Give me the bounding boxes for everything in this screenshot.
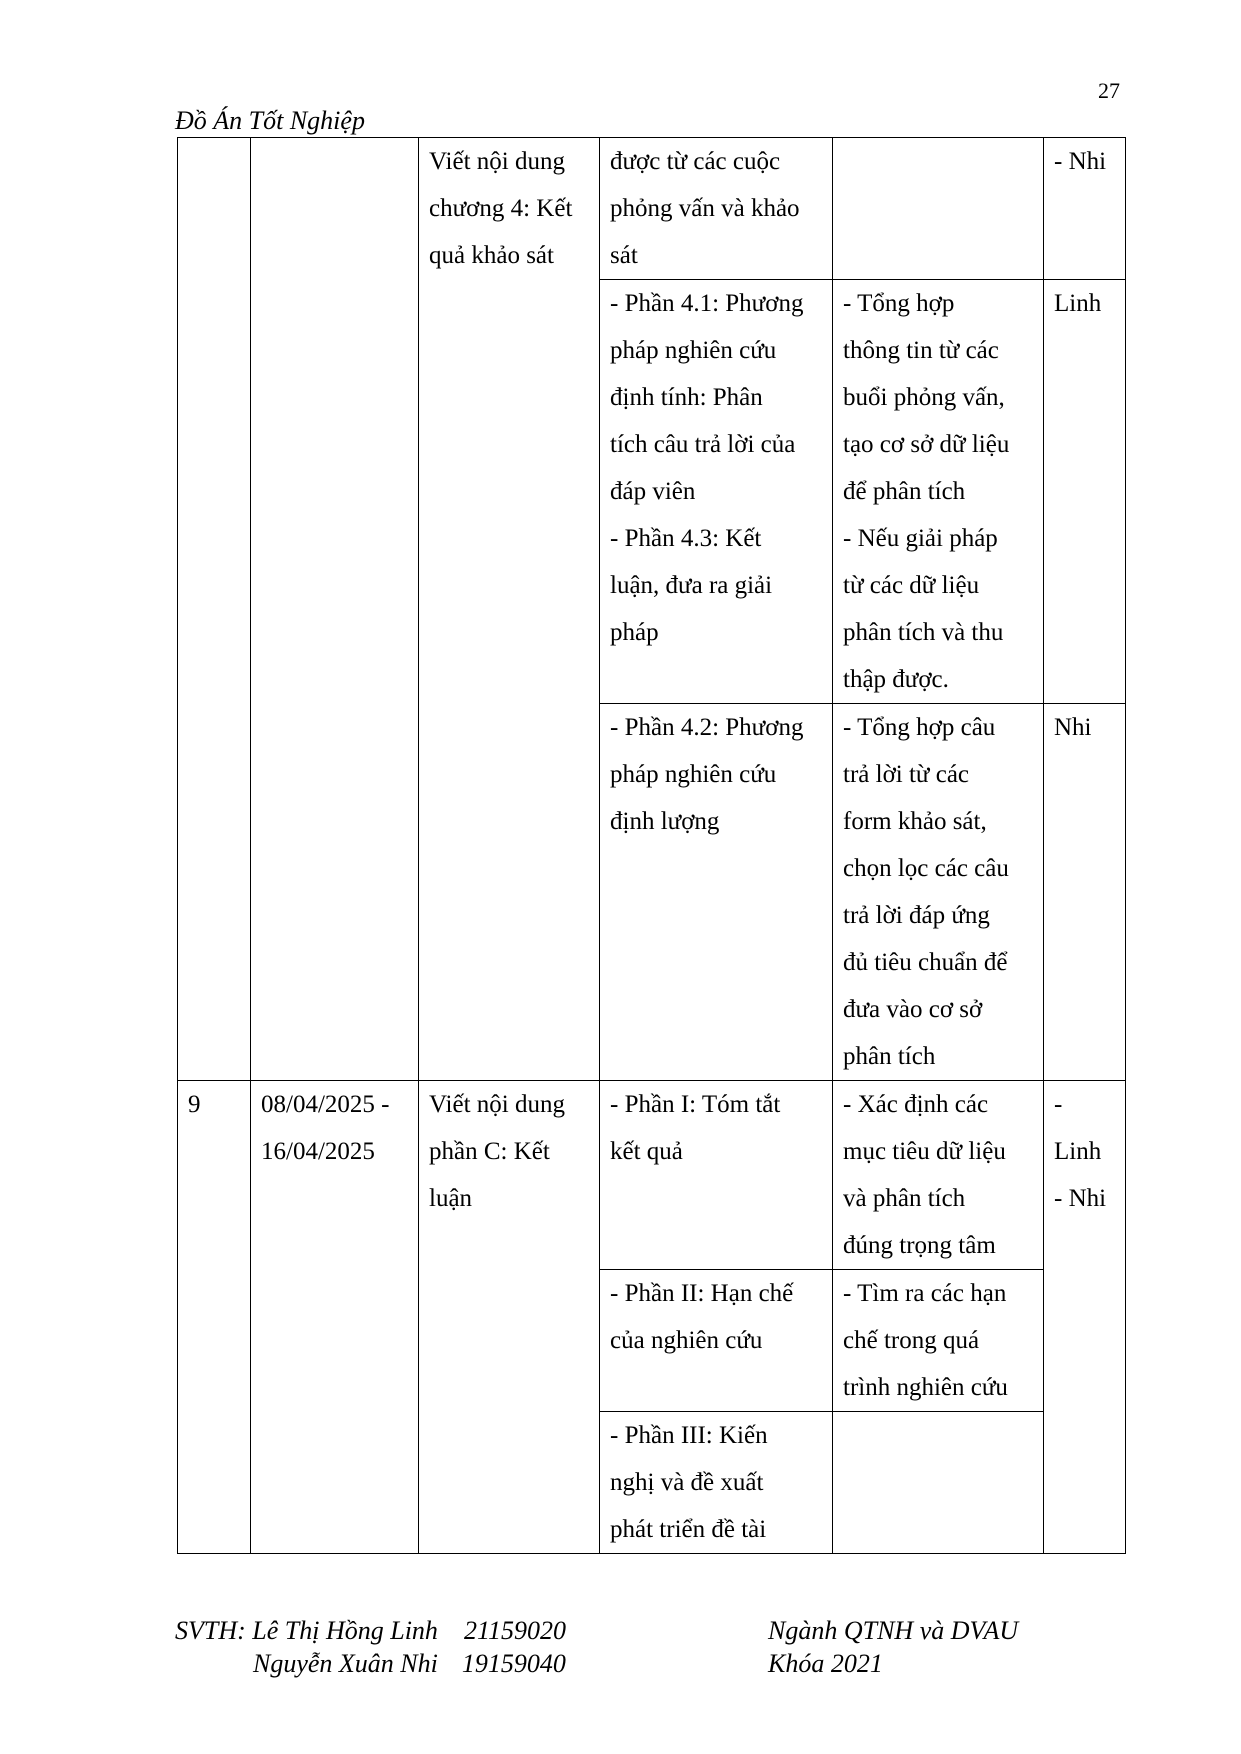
cell-line: nghị và đề xuất (610, 1469, 764, 1496)
cell-line: đáp viên (610, 478, 696, 505)
detail-cell (600, 1270, 833, 1412)
time-cell (251, 1081, 419, 1554)
table-row (178, 1081, 1126, 1270)
cell-line: - Xác định các (843, 1091, 989, 1118)
cell-line: định tính: Phân (610, 384, 763, 411)
footer-cohort: Khóa 2021 (768, 1649, 883, 1678)
cell-line: - Nhi (1054, 1185, 1107, 1212)
cell-line: chế trong quá (843, 1327, 980, 1354)
cell-line: 08/04/2025 - (261, 1091, 390, 1118)
cell-line: Linh (1054, 290, 1102, 317)
cell-line: Viết nội dung (429, 1091, 565, 1118)
person-cell (1044, 1081, 1126, 1554)
cell-line: Linh (1054, 1138, 1102, 1165)
cell-line: form khảo sát, (843, 808, 987, 835)
no-cell (178, 1081, 251, 1554)
person-cell (1044, 280, 1126, 704)
task-cell (833, 280, 1044, 704)
cell-line: thập được. (843, 666, 949, 693)
cell-line: sát (610, 242, 638, 269)
detail-cell (600, 1412, 833, 1554)
cell-line: phân tích (843, 1043, 936, 1070)
detail-cell (600, 704, 833, 1081)
detail-cell (600, 280, 833, 704)
cell-line: phát triển đề tài (610, 1516, 767, 1543)
footer-student-line (175, 1614, 566, 1647)
cell-line: - Phần II: Hạn chế (610, 1280, 794, 1307)
cell-line: để phân tích (843, 478, 966, 505)
cell-line: - Nếu giải pháp (843, 525, 998, 552)
cell-line: - Nhi (1054, 148, 1107, 175)
cell-line: từ các dữ liệu (843, 572, 980, 599)
cell-line: đúng trọng tâm (843, 1232, 996, 1259)
cell-line: - Phần 4.1: Phương (610, 290, 804, 317)
cell-line: chọn lọc các câu (843, 855, 1009, 882)
cell-line: phân tích và thu (843, 619, 1004, 646)
footer-student-line (175, 1647, 566, 1680)
cell-line: trả lời đáp ứng (843, 902, 990, 929)
task-cell (833, 704, 1044, 1081)
cell-line: Viết nội dung (429, 148, 565, 175)
student-id: 21159020 (463, 1616, 567, 1645)
cell-line: tích câu trả lời của (610, 431, 796, 458)
footer-major: Ngành QTNH và DVAU (768, 1616, 1019, 1645)
task-cell (833, 1412, 1044, 1554)
cell-line: chương 4: Kết (429, 195, 573, 222)
cell-line: phỏng vấn và khảo (610, 195, 800, 222)
no-cell (178, 138, 251, 1081)
cell-line: đủ tiêu chuẩn để (843, 949, 1008, 976)
content-cell (419, 138, 600, 1081)
cell-line: - (1054, 1091, 1063, 1118)
task-cell (833, 1081, 1044, 1270)
cell-line: 16/04/2025 (261, 1138, 375, 1165)
content-cell (419, 1081, 600, 1554)
cell-line: luận (429, 1185, 473, 1212)
cell-line: phần C: Kết (429, 1138, 550, 1165)
footer-program (768, 1614, 1018, 1680)
student-name: Lê Thị Hồng Linh (252, 1616, 438, 1645)
page-number: 27 (1098, 78, 1120, 103)
detail-cell (600, 138, 833, 280)
cell-line: trả lời từ các (843, 761, 970, 788)
student-name: Nguyễn Xuân Nhi (253, 1649, 438, 1678)
cell-line: - Phần I: Tóm tắt (610, 1091, 781, 1118)
work-plan-table (177, 137, 1126, 1554)
document-header-title: Đồ Án Tốt Nghiệp (175, 106, 365, 135)
cell-line: Nhi (1054, 714, 1092, 741)
person-cell (1044, 704, 1126, 1081)
cell-line: được từ các cuộc (610, 148, 781, 175)
cell-line: luận, đưa ra giải (610, 572, 773, 599)
cell-line: kết quả (610, 1138, 683, 1165)
cell-line: - Tổng hợp (843, 290, 955, 317)
task-cell (833, 1270, 1044, 1412)
time-cell (251, 138, 419, 1081)
cell-line: - Phần III: Kiến (610, 1422, 768, 1449)
table-row (178, 138, 1126, 280)
svth-label: SVTH: (175, 1616, 246, 1645)
cell-line: - Phần 4.3: Kết (610, 525, 762, 552)
cell-line: buổi phỏng vấn, (843, 384, 1005, 411)
cell-line: định lượng (610, 808, 720, 835)
cell-line: quả khảo sát (429, 242, 554, 269)
cell-line: thông tin từ các (843, 337, 999, 364)
cell-line: và phân tích (843, 1185, 966, 1212)
cell-line: tạo cơ sở dữ liệu (843, 431, 1010, 458)
cell-line: - Phần 4.2: Phương (610, 714, 804, 741)
cell-line: pháp nghiên cứu (610, 337, 777, 364)
footer-students (175, 1614, 566, 1680)
person-cell (1044, 138, 1126, 280)
task-cell (833, 138, 1044, 280)
cell-line: đưa vào cơ sở (843, 996, 983, 1023)
cell-line: trình nghiên cứu (843, 1374, 1008, 1401)
cell-line: 9 (188, 1091, 201, 1118)
cell-line: mục tiêu dữ liệu (843, 1138, 1006, 1165)
cell-line: - Tổng hợp câu (843, 714, 996, 741)
cell-line: - Tìm ra các hạn (843, 1280, 1007, 1307)
cell-line: của nghiên cứu (610, 1327, 763, 1354)
student-id: 19159040 (461, 1649, 566, 1678)
cell-line: pháp nghiên cứu (610, 761, 777, 788)
cell-line: pháp (610, 619, 659, 646)
detail-cell (600, 1081, 833, 1270)
